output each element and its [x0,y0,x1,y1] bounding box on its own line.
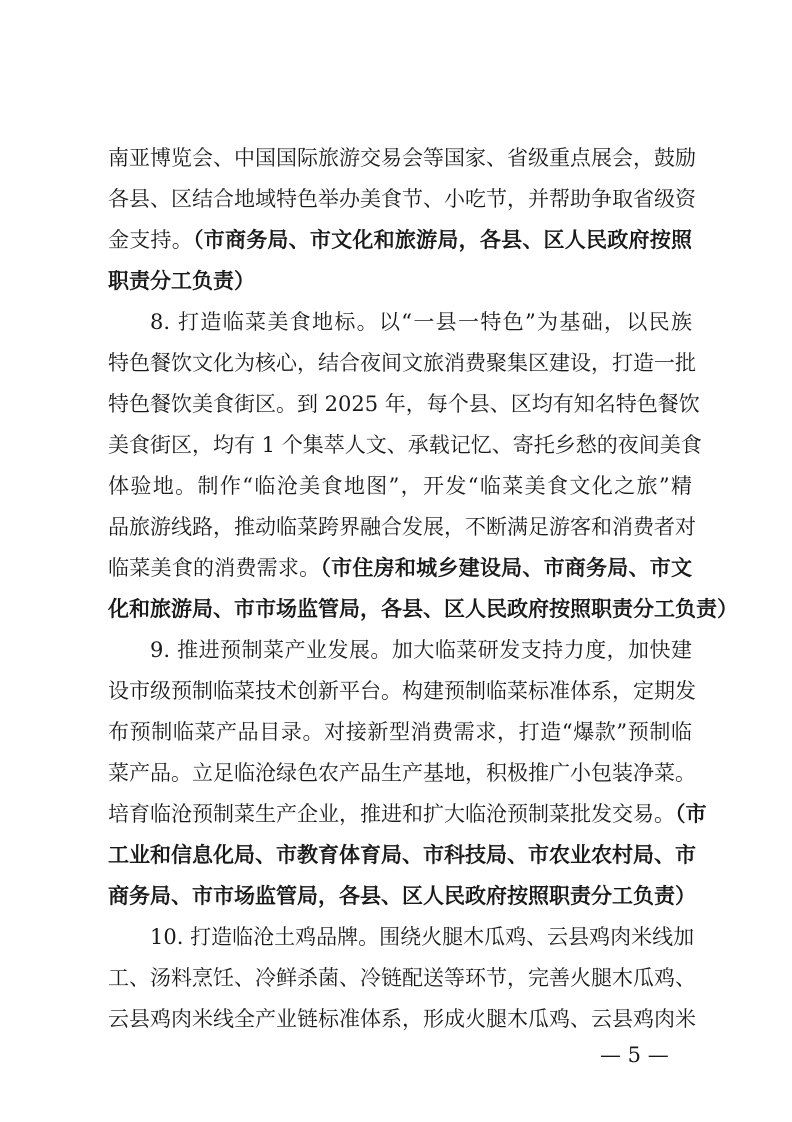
text-line: 各县、区结合地域特色举办美食节、小吃节，并帮助争取省级资 [108,187,696,211]
text-line: 菜产品。立足临沧绿色农产品生产基地，积极推广小包装净菜。 [108,761,696,785]
responsible-agencies: （市住房和城乡建设局、市商务局、市文 [320,555,693,580]
text-line [108,548,692,588]
paragraph-heading-line: 9. 推进预制菜产业发展。加大临菜研发支持力度，加快建 [150,638,692,662]
text-line: 美食街区，均有 1 个集萃人文、承载记忆、寄托乡愁的夜间美食 [108,433,702,457]
responsible-agencies: 职责分工负责） [108,268,255,293]
text-line: 工、汤料烹饪、冷鲜杀菌、冷链配送等环节，完善火腿木瓜鸡、 [108,966,696,990]
text-line: 云县鸡肉米线全产业链标准体系，形成火腿木瓜鸡、云县鸡肉米 [108,1007,696,1031]
responsible-agencies: （市 [675,801,707,826]
text-run: 培育临沧预制菜生产企业，推进和扩大临沧预制菜批发交易。 [108,802,675,826]
text-line: 设市级预制临菜技术创新平台。构建预制临菜标准体系，定期发 [108,679,696,703]
text-line: 南亚博览会、中国国际旅游交易会等国家、省级重点展会，鼓励 [108,146,696,170]
paragraph-heading-line: 10. 打造临沧土鸡品牌。围绕火腿木瓜鸡、云县鸡肉米线加 [150,925,695,949]
responsible-agencies: （市商务局、市文化和旅游局，各县、区人民政府按照 [192,227,693,252]
paragraph-heading-line: 8. 打造临菜美食地标。以“一县一特色”为基础，以民族 [150,310,692,334]
text-line: 特色餐饮文化为核心，结合夜间文旅消费聚集区建设，打造一批 [108,351,696,375]
page-number: — 5 — [600,1043,669,1067]
text-line: 体验地。制作“临沧美食地图”，开发“临菜美食文化之旅”精 [108,474,692,498]
text-line: 布预制临菜产品目录。对接新型消费需求，打造“爆款”预制临 [108,720,692,744]
text-line: 特色餐饮美食街区。到 2025 年，每个县、区均有知名特色餐饮 [108,392,700,416]
responsible-agencies: 工业和信息化局、市教育体育局、市科技局、市农业农村局、市 [108,842,696,867]
text-line: 品旅游线路，推动临菜跨界融合发展，不断满足游客和消费者对 [108,515,696,539]
responsible-agencies: 化和旅游局、市市场监管局，各县、区人民政府按照职责分工负责） [108,596,738,621]
text-line [108,220,692,260]
text-run: 临菜美食的消费需求。 [108,556,321,580]
text-line [108,794,707,834]
text-run: 金支持。 [108,228,193,252]
responsible-agencies: 商务局、市市场监管局，各县、区人民政府按照职责分工负责） [108,883,696,908]
